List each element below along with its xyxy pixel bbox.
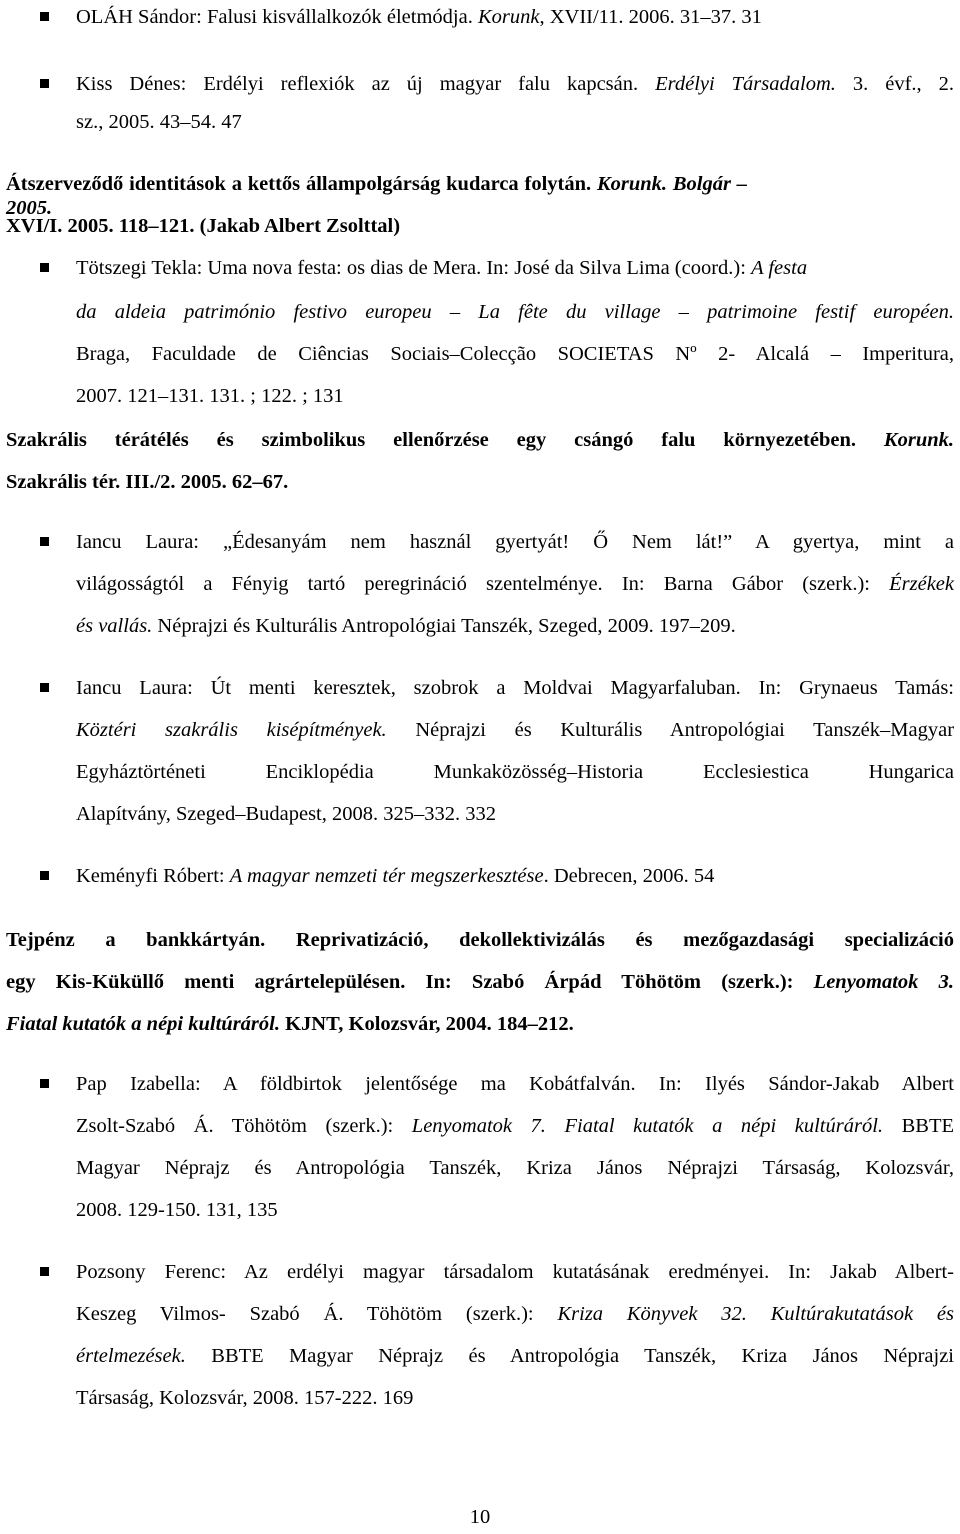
bullet-icon [40, 1079, 49, 1088]
bibliography-line: Keményfi Róbert: A magyar nemzeti tér megszerkesztése. Debrecen, 2006. 54 [76, 865, 715, 887]
bullet-icon [40, 537, 49, 546]
bibliography-line: Zsolt-Szabó Á. Töhötöm (szerk.): Lenyomatok 7. Fiatal kutatók a népi kultúráról. BBTE [76, 1115, 955, 1137]
bibliography-line: 2008. 129-150. 131, 135 [76, 1199, 278, 1221]
bibliography-line: Braga, Faculdade de Ciências Sociais–Colecção SOCIETAS Nº 2- Alcalá – Imperitura, [76, 343, 954, 365]
bullet-icon [40, 871, 49, 880]
publication-title-line: Fiatal kutatók a népi kultúráról. KJNT, Kolozsvár, 2004. 184–212. [6, 1013, 574, 1035]
publication-title-line: Szakrális térátélés és szimbolikus ellenőrzése egy csángó falu környezetében. Korunk. [6, 429, 955, 451]
publication-title-line: XVI/I. 2005. 118–121. (Jakab Albert Zsolttal) [6, 215, 401, 237]
publication-title-line: Szakrális tér. III./2. 2005. 62–67. [6, 471, 289, 493]
bibliography-line: sz., 2005. 43–54. 47 [76, 111, 242, 133]
bibliography-line: Pozsony Ferenc: Az erdélyi magyar társadalom kutatásának eredményei. In: Jakab Albert- [76, 1261, 954, 1283]
publication-title-line: Tejpénz a bankkártyán. Reprivatizáció, dekollektivizálás és mezőgazdasági specializáció [6, 929, 954, 951]
page-number: 10 [469, 1506, 491, 1528]
bibliography-line: Kiss Dénes: Erdélyi reflexiók az új magyar falu kapcsán. Erdélyi Társadalom. 3. évf., 2. [76, 73, 955, 95]
bibliography-line: Egyháztörténeti Enciklopédia Munkaközösség–Historia Ecclesiestica Hungarica [76, 761, 954, 783]
bibliography-line: Társaság, Kolozsvár, 2008. 157-222. 169 [76, 1387, 414, 1409]
publication-title-line: Átszerveződő identitások a kettős állampolgárság kudarca folytán. Korunk. Bolgár – 2005. [6, 173, 747, 219]
bibliography-line: Keszeg Vilmos- Szabó Á. Töhötöm (szerk.): Kriza Könyvek 32. Kultúrakutatások és [76, 1303, 954, 1325]
bibliography-line: Pap Izabella: A földbirtok jelentősége ma Kobátfalván. In: Ilyés Sándor-Jakab Albert [76, 1073, 954, 1095]
bibliography-line: Iancu Laura: „Édesanyám nem használ gyertyát! Ő Nem lát!” A gyertya, mint a [76, 531, 954, 553]
bibliography-line: világosságtól a Fényig tartó peregrináció szentelménye. In: Barna Gábor (szerk.): Érzékek [76, 573, 954, 595]
publication-title-line: egy Kis-Küküllő menti agrártelepülésen. In: Szabó Árpád Töhötöm (szerk.): Lenyomatok 3. [6, 971, 954, 993]
bullet-icon [40, 12, 49, 21]
bullet-icon [40, 263, 49, 272]
bibliography-line: da aldeia património festivo europeu – La fête du village – patrimoine festif européen. [76, 301, 954, 323]
bibliography-line: 2007. 121–131. 131. ; 122. ; 131 [76, 385, 344, 407]
bibliography-line: Magyar Néprajz és Antropológia Tanszék, Kriza János Néprajzi Társaság, Kolozsvár, [76, 1157, 954, 1179]
bibliography-line: Köztéri szakrális kisépítmények. Néprajzi és Kulturális Antropológiai Tanszék–Magyar [76, 719, 955, 741]
bibliography-line: OLÁH Sándor: Falusi kisvállalkozók életmódja. Korunk, XVII/11. 2006. 31–37. 31 [76, 6, 762, 28]
bibliography-line: Tötszegi Tekla: Uma nova festa: os dias de Mera. In: José da Silva Lima (coord.): A festa [76, 257, 808, 279]
bibliography-line: értelmezések. BBTE Magyar Néprajz és Antropológia Tanszék, Kriza János Néprajzi [76, 1345, 955, 1367]
bibliography-line: Iancu Laura: Út menti keresztek, szobrok a Moldvai Magyarfaluban. In: Grynaeus Tamás: [76, 677, 954, 699]
bibliography-line: Alapítvány, Szeged–Budapest, 2008. 325–332. 332 [76, 803, 496, 825]
bullet-icon [40, 683, 49, 692]
bullet-icon [40, 1267, 49, 1276]
bibliography-line: és vallás. Néprajzi és Kulturális Antropológiai Tanszék, Szeged, 2009. 197–209. [76, 615, 736, 637]
bullet-icon [40, 79, 49, 88]
